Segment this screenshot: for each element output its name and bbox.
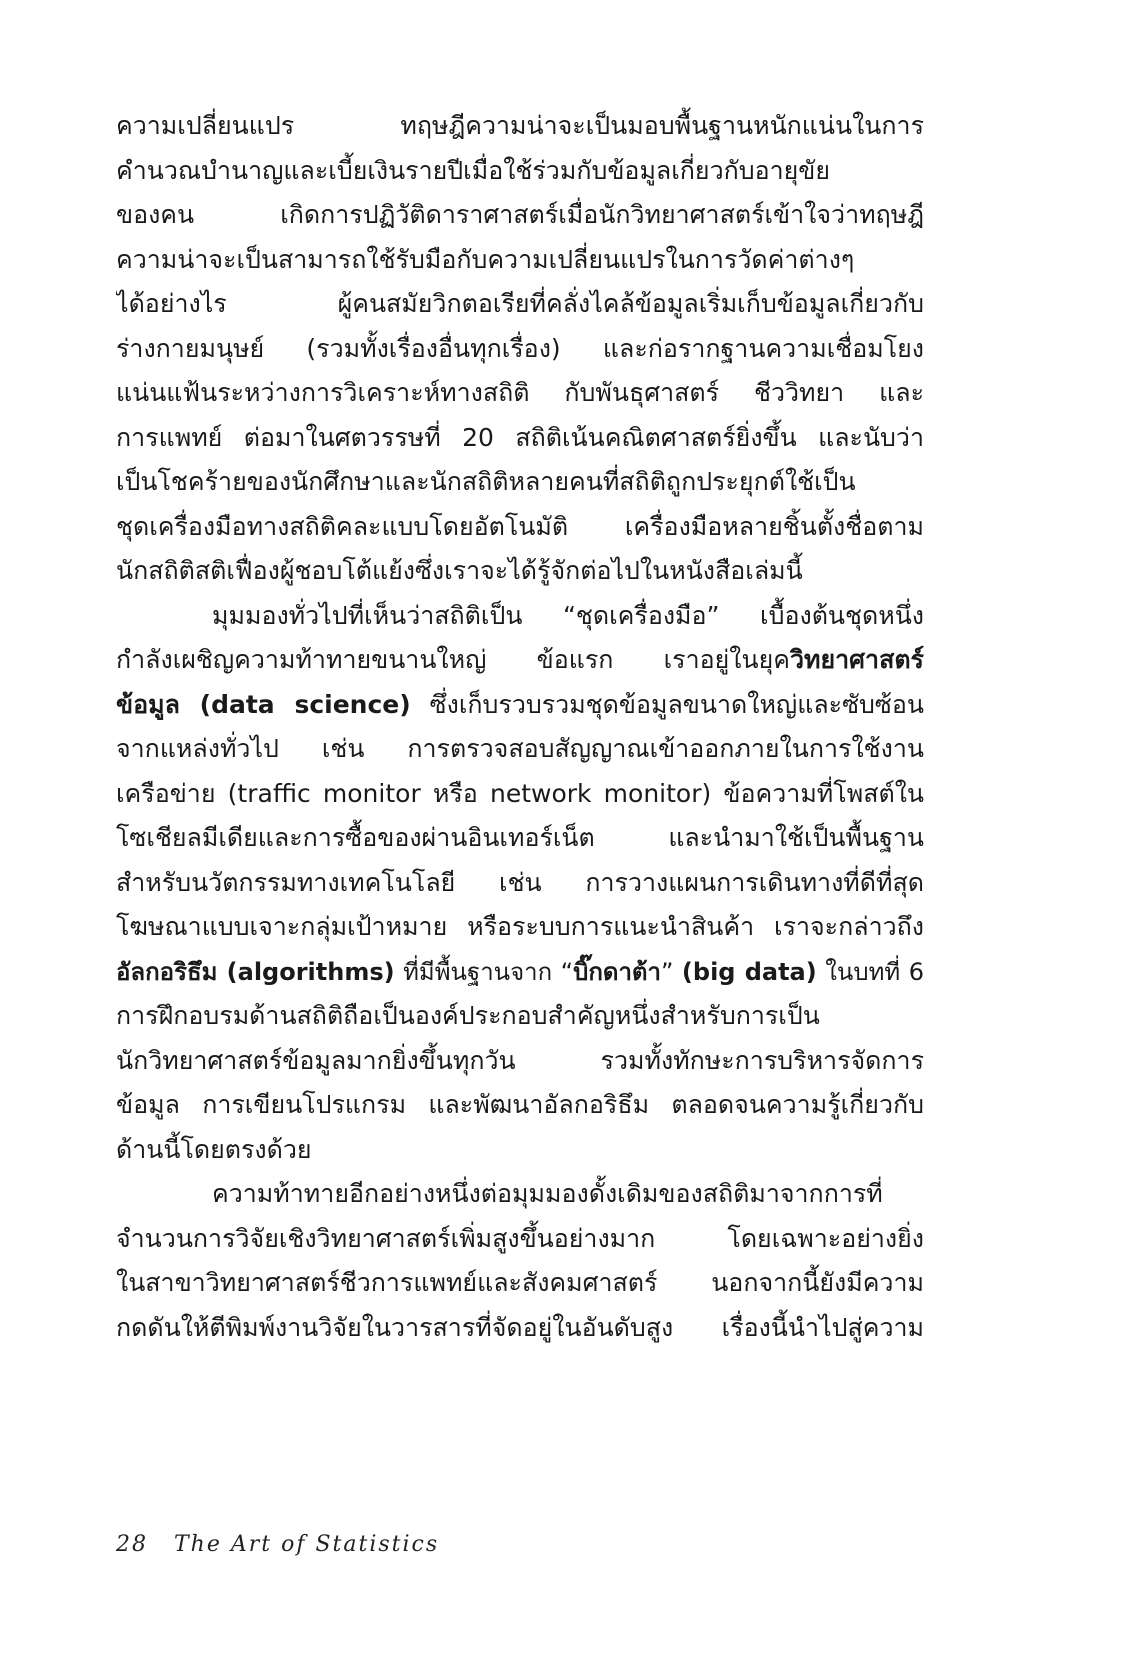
text-segment: นักสถิติสติเฟื่องผู้ชอบโต้แย้งซึ่งเราจะได้รู้จักต่อไปในหนังสือเล่มนี้: [116, 556, 803, 585]
text-segment: กำลังเผชิญความท้าทายขนานใหญ่ ข้อแรก เราอยู่ในยุค: [116, 645, 790, 674]
text-line: [116, 727, 924, 772]
text-line: [116, 371, 924, 416]
paragraph: [116, 104, 924, 594]
text-line: [116, 460, 924, 505]
text-segment: ด้านนี้โดยตรงด้วย: [116, 1134, 312, 1164]
text-line: [116, 1128, 924, 1173]
text-segment: การแพทย์ ต่อมาในศตวรรษที่ 20 สถิติเน้นคณิตศาสตร์ยิ่งขึ้น และนับว่า: [116, 422, 924, 452]
book-title: The Art of Statistics: [174, 1532, 440, 1557]
bold-term: (big data): [681, 957, 817, 986]
page-footer: [116, 1532, 439, 1557]
text-line: [116, 994, 924, 1039]
text-segment: เครือข่าย (traffic monitor หรือ network monitor) ข้อความที่โพสต์ใน: [116, 778, 924, 808]
paragraph: [116, 1172, 924, 1350]
text-line: [116, 683, 924, 728]
paragraph: [116, 594, 924, 1173]
text-segment: ของคน เกิดการปฏิวัติดาราศาสตร์เมื่อนักวิทยาศาสตร์เข้าใจว่าทฤษฎี: [116, 200, 924, 229]
text-segment: ”: [660, 957, 682, 986]
text-segment: ร่างกายมนุษย์ (รวมทั้งเรื่องอื่นทุกเรื่อง) และก่อรากฐานความเชื่อมโยง: [116, 333, 924, 363]
text-segment: ความท้าทายอีกอย่างหนึ่งต่อมุมมองดั้งเดิมของสถิติมาจากการที่: [212, 1179, 883, 1208]
text-line: [116, 594, 924, 639]
text-line: [116, 950, 924, 995]
text-line: [116, 905, 924, 950]
text-segment: โซเชียลมีเดียและการซื้อของผ่านอินเทอร์เน็ต และนำมาใช้เป็นพื้นฐาน: [116, 823, 924, 852]
text-line: [116, 1039, 924, 1084]
text-segment: โฆษณาแบบเจาะกลุ่มเป้าหมาย หรือระบบการแนะนำสินค้า เราจะกล่าวถึง: [116, 912, 924, 941]
bold-term: ข้อมูล (data science): [116, 689, 411, 719]
text-segment: คำนวณบำนาญและเบี้ยเงินรายปีเมื่อใช้ร่วมกับข้อมูลเกี่ยวกับอายุขัย: [116, 155, 831, 185]
bold-term: วิทยาศาสตร์: [789, 645, 924, 674]
text-line: [116, 1083, 924, 1128]
text-line: [116, 1172, 924, 1217]
text-segment: ข้อมูล การเขียนโปรแกรม และพัฒนาอัลกอริธึม ตลอดจนความรู้เกี่ยวกับ: [116, 1090, 924, 1119]
text-line: [116, 238, 924, 283]
text-segment: จากแหล่งทั่วไป เช่น การตรวจสอบสัญญาณเข้าออกภายในการใช้งาน: [116, 734, 924, 763]
text-line: [116, 1306, 924, 1351]
text-line: [116, 327, 924, 372]
text-line: [116, 505, 924, 550]
text-segment: ซึ่งเก็บรวบรวมชุดข้อมูลขนาดใหญ่และซับซ้อน: [410, 689, 924, 719]
text-line: [116, 282, 924, 327]
text-line: [116, 861, 924, 906]
text-segment: ความน่าจะเป็นสามารถใช้รับมือกับความเปลี่ยนแปรในการวัดค่าต่างๆ: [116, 244, 855, 274]
text-segment: สำหรับนวัตกรรมทางเทคโนโลยี เช่น การวางแผนการเดินทางที่ดีที่สุด: [116, 867, 924, 897]
page-body: [116, 104, 924, 1350]
text-segment: ความเปลี่ยนแปร ทฤษฎีความน่าจะเป็นมอบพื้นฐานหนักแน่นในการ: [116, 111, 924, 140]
text-segment: การฝึกอบรมด้านสถิติถือเป็นองค์ประกอบสำคัญหนึ่งสำหรับการเป็น: [116, 1001, 820, 1030]
text-segment: ได้อย่างไร ผู้คนสมัยวิกตอเรียที่คลั่งไคล้ข้อมูลเริ่มเก็บข้อมูลเกี่ยวกับ: [116, 289, 924, 318]
text-line: [116, 149, 924, 194]
text-line: [116, 638, 924, 683]
text-segment: ในสาขาวิทยาศาสตร์ชีวการแพทย์และสังคมศาสตร์ นอกจากนี้ยังมีความ: [116, 1268, 924, 1297]
text-line: [116, 416, 924, 461]
text-line: [116, 104, 924, 149]
text-line: [116, 1217, 924, 1262]
text-segment: ที่มีพื้นฐานจาก “: [394, 957, 574, 986]
text-segment: นักวิทยาศาสตร์ข้อมูลมากยิ่งขึ้นทุกวัน รวมทั้งทักษะการบริหารจัดการ: [116, 1045, 924, 1075]
text-line: [116, 549, 924, 594]
text-line: [116, 816, 924, 861]
text-segment: แน่นแฟ้นระหว่างการวิเคราะห์ทางสถิติ กับพันธุศาสตร์ ชีววิทยา และ: [116, 378, 924, 407]
page-number: 28: [116, 1532, 148, 1557]
text-segment: มุมมองทั่วไปที่เห็นว่าสถิติเป็น “ชุดเครื่องมือ” เบื้องต้นชุดหนึ่ง: [212, 600, 924, 630]
text-segment: จำนวนการวิจัยเชิงวิทยาศาสตร์เพิ่มสูงขึ้นอย่างมาก โดยเฉพาะอย่างยิ่ง: [116, 1223, 924, 1253]
bold-term: อัลกอริธึม (algorithms): [116, 957, 395, 986]
text-segment: ชุดเครื่องมือทางสถิติคละแบบโดยอัตโนมัติ เครื่องมือหลายชิ้นตั้งชื่อตาม: [116, 511, 924, 541]
text-segment: ในบทที่ 6: [816, 957, 924, 986]
text-segment: เป็นโชคร้ายของนักศึกษาและนักสถิติหลายคนที่สถิติถูกประยุกต์ใช้เป็น: [116, 467, 856, 496]
bold-term: บิ๊กดาต้า: [573, 957, 661, 986]
text-segment: กดดันให้ตีพิมพ์งานวิจัยในวารสารที่จัดอยู่ในอันดับสูง เรื่องนี้นำไปสู่ความ: [116, 1312, 924, 1342]
text-line: [116, 1261, 924, 1306]
text-line: [116, 193, 924, 238]
text-line: [116, 772, 924, 817]
